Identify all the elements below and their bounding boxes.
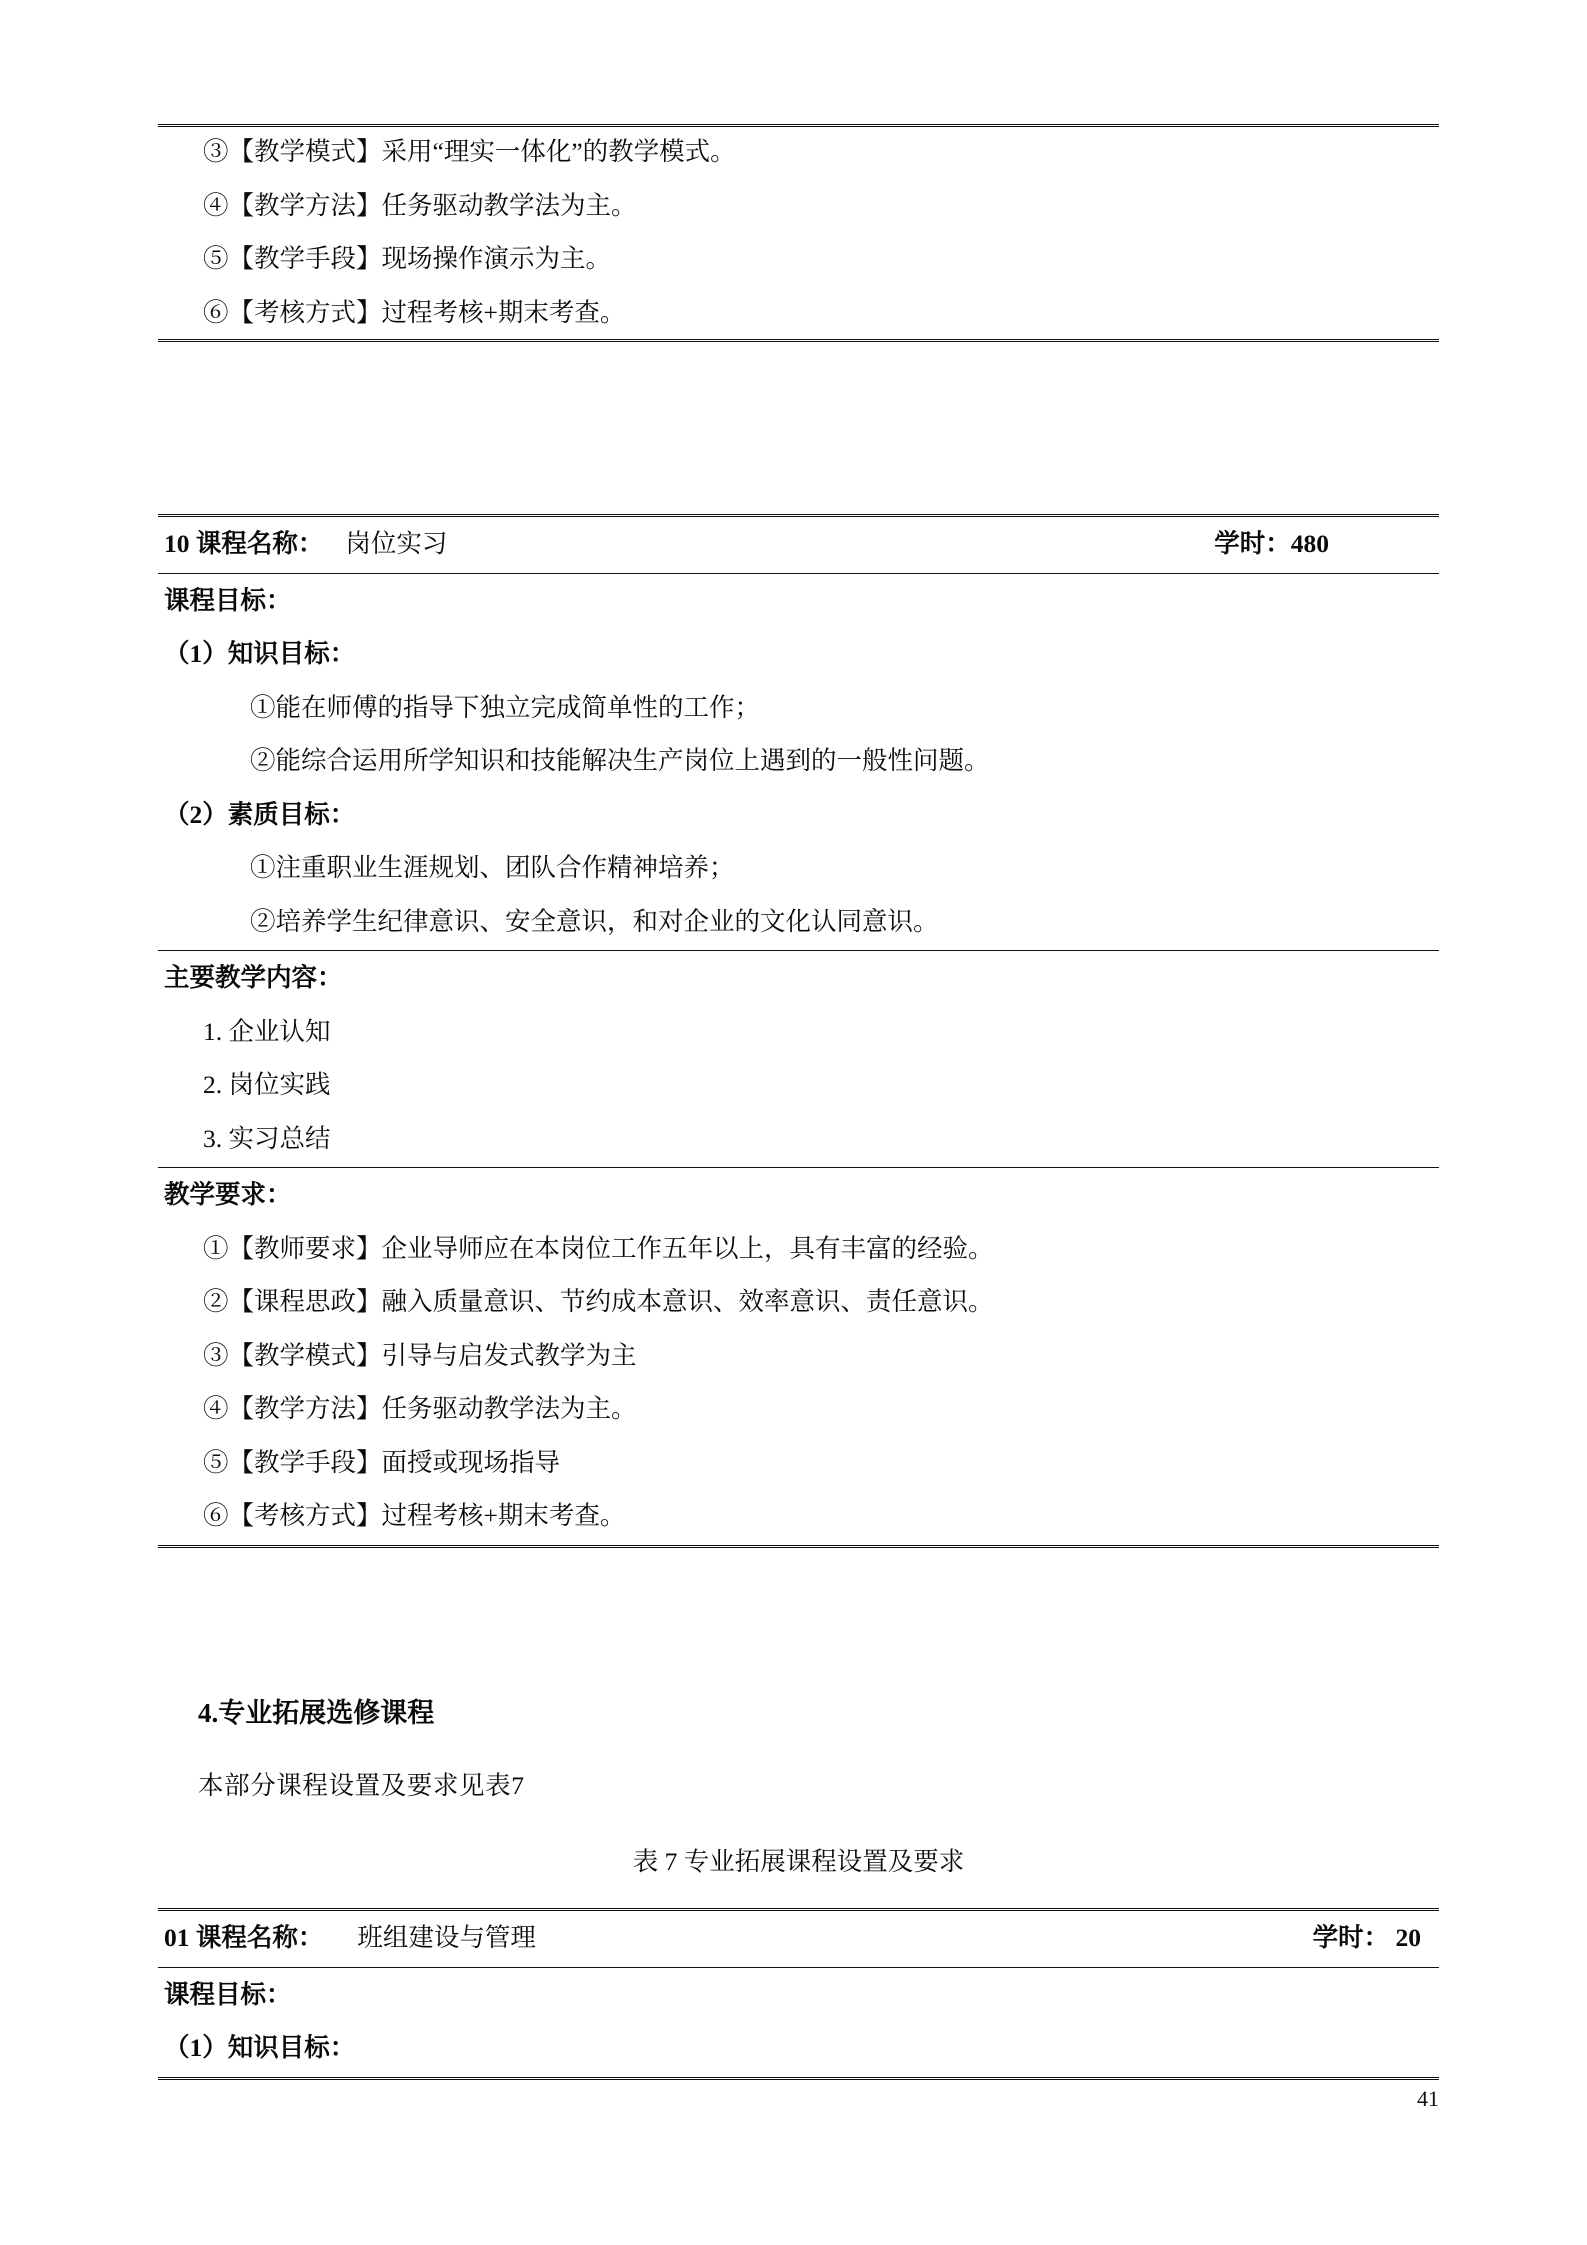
course-hours: 学时：480 xyxy=(1214,529,1329,558)
requirement-item: ⑥【考核方式】过程考核+期末考查。 xyxy=(203,1501,626,1530)
course-10-header-row xyxy=(158,517,1439,573)
section-heading: 4.专业拓展选修课程 xyxy=(198,1698,435,1728)
course-10-requirements-row xyxy=(158,1168,1439,1546)
continued-table xyxy=(158,124,1439,342)
requirement-item: ⑤【教学手段】现场操作演示为主。 xyxy=(203,244,612,273)
course-name: 班组建设与管理 xyxy=(357,1923,536,1952)
course-01-bottom-border xyxy=(158,2078,1439,2080)
table-bottom-border xyxy=(158,341,1439,343)
knowledge-objectives-heading: （1）知识目标： xyxy=(164,639,356,668)
page-number: 41 xyxy=(1417,2086,1439,2111)
course-index-label: 10 课程名称： xyxy=(164,529,324,558)
knowledge-objective-item: ①能在师傅的指导下独立完成简单性的工作； xyxy=(250,692,761,722)
course-block-continued xyxy=(158,124,1439,342)
quality-objective-item: ①注重职业生涯规划、团队合作精神培养； xyxy=(250,853,735,882)
content-item: 2. 岗位实践 xyxy=(203,1070,331,1099)
objectives-heading: 课程目标： xyxy=(164,585,292,615)
course-name: 岗位实习 xyxy=(345,529,448,558)
quality-objectives-heading: （2）素质目标： xyxy=(164,799,356,829)
requirements-heading: 教学要求： xyxy=(164,1180,292,1209)
requirement-item: ③【教学模式】引导与启发式教学为主 xyxy=(203,1340,637,1370)
course-block-10 xyxy=(158,514,1439,1548)
continued-requirements-row xyxy=(158,127,1439,341)
course-10-bottom-border xyxy=(158,1546,1439,1548)
course-hours: 学时： 20 xyxy=(1312,1923,1421,1952)
content-item: 1. 企业认知 xyxy=(203,1016,331,1046)
requirement-item: ⑤【教学手段】面授或现场指导 xyxy=(203,1447,561,1477)
section-intro-text: 本部分课程设置及要求见表7 xyxy=(198,1771,525,1800)
content-item: 3. 实习总结 xyxy=(203,1123,331,1153)
requirement-item: ④【教学方法】任务驱动教学法为主。 xyxy=(203,1394,637,1423)
requirement-item: ③【教学模式】采用“理实一体化”的教学模式。 xyxy=(203,137,736,166)
course-01-objectives-row xyxy=(158,1968,1439,2079)
content-heading: 主要教学内容： xyxy=(164,963,343,992)
objectives-heading: 课程目标： xyxy=(164,1979,292,2009)
course-index-label: 01 课程名称： xyxy=(164,1923,324,1952)
course-01-table xyxy=(158,1908,1439,2080)
quality-objective-item: ②培养学生纪律意识、安全意识，和对企业的文化认同意识。 xyxy=(250,906,939,936)
course-01-header-row xyxy=(158,1911,1439,1967)
knowledge-objective-item: ②能综合运用所学知识和技能解决生产岗位上遇到的一般性问题。 xyxy=(250,746,990,775)
requirement-item: ⑥【考核方式】过程考核+期末考查。 xyxy=(203,297,626,327)
section-4-block xyxy=(158,1700,1439,2080)
knowledge-objectives-heading: （1）知识目标： xyxy=(164,2033,356,2062)
requirement-item: ②【课程思政】融入质量意识、节约成本意识、效率意识、责任意识。 xyxy=(203,1287,994,1316)
course-10-content-row xyxy=(158,951,1439,1168)
course-10-table xyxy=(158,514,1439,1548)
requirement-item: ①【教师要求】企业导师应在本岗位工作五年以上，具有丰富的经验。 xyxy=(203,1233,994,1263)
requirement-item: ④【教学方法】任务驱动教学法为主。 xyxy=(203,190,637,220)
course-10-objectives-row xyxy=(158,574,1439,951)
table-7-caption: 表 7 专业拓展课程设置及要求 xyxy=(632,1846,965,1876)
